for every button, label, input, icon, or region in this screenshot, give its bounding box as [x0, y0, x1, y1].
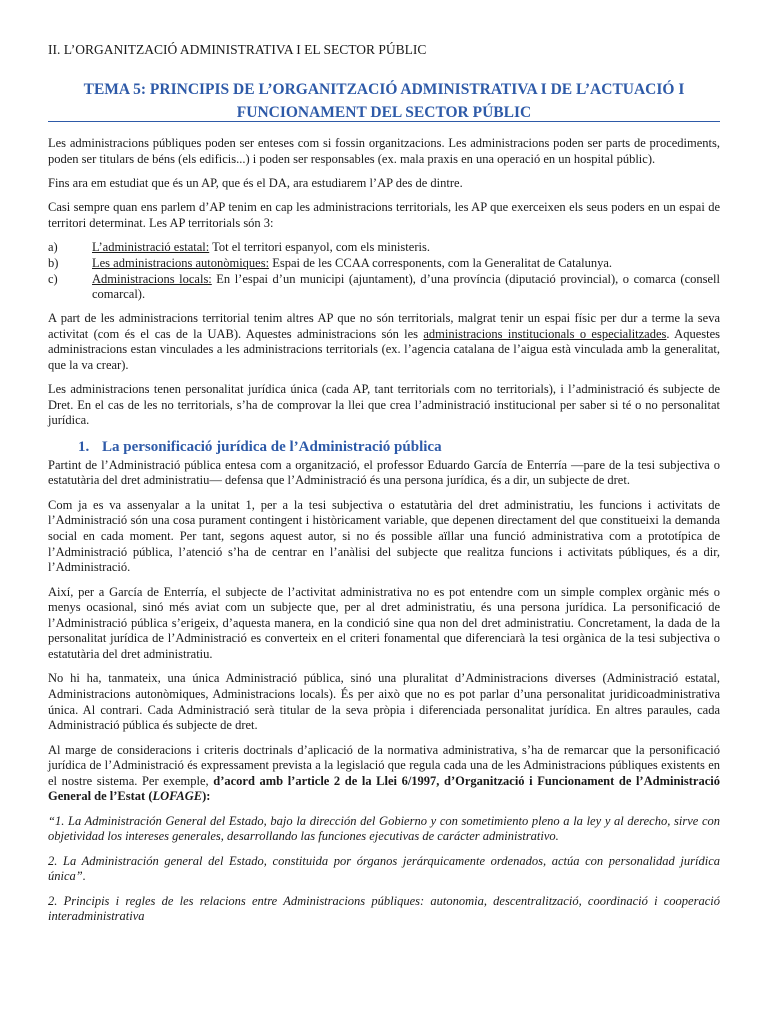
- list-text: En l’espai d’un municipi (ajuntament), d’una província (diputació provincial), o comarca (consell comarcal).: [92, 271, 720, 302]
- list-term: Les administracions autonòmiques:: [92, 255, 270, 270]
- paragraph: Fins ara em estudiat que és un AP, que és el DA, ara estudiarem l’AP des de dintre.: [48, 175, 463, 190]
- title-rule: [48, 121, 720, 122]
- paragraph: Les administracions públiques poden ser enteses com si fossin organitzacions. Les administracions poden ser parts de procediments, poden ser titulars de béns (els edificis...) i poden ser responsables (ex. mala praxis en una operació en un hospital públic).: [48, 136, 720, 166]
- paragraph: Les administracions tenen personalitat jurídica única (cada AP, tant territorials com no territorials), i l’administració és subjecte de Dret. En el cas de les no territorials, s’ha de comprovar la llei que crea l’administració institucional per saber si té o no personalitat jurídica.: [48, 382, 720, 428]
- paragraph: No hi ha, tanmateix, una única Administració pública, sinó una pluralitat d’Administracions diverses (Administració estatal, Administracions autonòmiques, Administracions locals). És per això que no es pot parlar d’una personalitat juridicoadministrativa única. Al contrari. Cada Administració serà titular de la seva pròpia i diferenciada personalitat jurídica. En altres paraules, cada Administració pública és subjecte de dret.: [48, 671, 720, 733]
- underlined-term: administracions institucionals o especialitzades: [423, 326, 667, 341]
- list-text: Espai de les CCAA corresponents, com la Generalitat de Catalunya.: [269, 255, 613, 270]
- list-marker: a): [48, 240, 58, 255]
- territorial-list: [48, 240, 720, 302]
- running-header: II. L’ORGANITZACIÓ ADMINISTRATIVA I EL SECTOR PÚBLIC: [48, 42, 427, 57]
- list-text: Tot el territori espanyol, com els ministeris.: [209, 240, 430, 255]
- bold-citation: d’acord amb l’article 2 de la Llei 6/1997, d’Organització i Funcionament de l’Administració General de l’Estat (LOFAGE):: [48, 773, 720, 804]
- quote: 2. La Administración general del Estado, constituida por órganos jerárquicamente ordenados, actúa con personalidad jurídica única”.: [48, 853, 720, 884]
- title-line-2: FUNCIONAMENT DEL SECTOR PÚBLIC: [236, 104, 532, 121]
- list-marker: c): [48, 271, 58, 286]
- list-marker: b): [48, 255, 59, 270]
- list-item: [48, 256, 720, 272]
- section-title: La personificació jurídica de l’Administració pública: [102, 438, 442, 455]
- document-body: [48, 136, 720, 934]
- list-item: [48, 272, 720, 303]
- paragraph: Casi sempre quan ens parlem d’AP tenim en cap les administracions territorials, les AP que exerceixen els seus poders en un espai de territori determinat. Les AP territorials són 3:: [48, 200, 720, 230]
- quote: 2. Principis i regles de les relacions entre Administracions públiques: autonomia, descentralització, coordinació i cooperació interadministrativa: [48, 893, 720, 924]
- paragraph: A part de les administracions territorial tenim altres AP que no són territorials, malgrat tenir un espai físic per dur a terme la seva activitat (com és el cas de la UAB). Aquestes administracions són les administracions institucionals o especialitzades. Aquestes administracions estan vinculades a les administracions territorials (ex. l’agencia catalana de l’aigua està vinculada amb la generalitat, que la va crear).: [48, 311, 720, 372]
- list-term: L’administració estatal:: [92, 240, 210, 255]
- title-line-1: TEMA 5: PRINCIPIS DE L’ORGANITZACIÓ ADMINISTRATIVA I DE L’ACTUACIÓ I: [83, 81, 685, 98]
- paragraph: Com ja es va assenyalar a la unitat 1, per a la tesi subjectiva o estatutària del dret administratiu, les funcions i activitats de l’Administració són una cosa purament contingent i històricament variable, que depenen directament del que constitueixi la demanda social en cada moment. Per tant, segons aquest autor, si no és possible aïllar una funció administrativa com a prototípica de l’Administració pública, l’atenció s’ha de centrar en l’anàlisi del subjecte que realitza funcions i activitats públiques, és a dir, l’Administració.: [48, 497, 720, 575]
- list-item: [48, 240, 720, 256]
- quote: “1. La Administración General del Estado, bajo la dirección del Gobierno y con sometimiento pleno a la ley y al derecho, sirve con objetividad los intereses generales, desarrollando las funciones ejecutivas de carácter administrativo.: [48, 813, 720, 844]
- paragraph: Partint de l’Administració pública entesa com a organització, el professor Eduardo García de Enterría —pare de la tesi subjectiva o estatutària del dret administratiu— defensa que l’Administració és una persona jurídica, és a dir, un subjecte de dret.: [48, 457, 720, 488]
- list-term: Administracions locals:: [92, 271, 212, 286]
- paragraph: Així, per a García de Enterría, el subjecte de l’activitat administrativa no es pot entendre com un simple complex orgànic més o menys ocasional, sinó més aviat com un subjecte que, per al dret administratiu, és una persona jurídica. La personificació de l’Administració pública s’erigeix, d’aquesta manera, en la condició sine qua non del dret administratiu. Concretament, la dada de la personalitat jurídica de l’Administració es converteix en el criteri fonamental que diferenciarà la tesi orgànica de la tesi subjectiva o estatutària del dret administratiu.: [48, 584, 720, 661]
- paragraph: Al marge de consideracions i criteris doctrinals d’aplicació de la normativa administrativa, s’ha de remarcar que la personificació jurídica de l’Administració és expressament prevista a la legislació que regula cada una de les Administracions públiques existents en el nostre sistema. Per exemple, d’acord amb l’article 2 de la Llei 6/1997, d’Organització i Funcionament de l’Administració General de l’Estat (LOFAGE):: [48, 742, 720, 804]
- section-number: 1.: [78, 438, 90, 455]
- page-title: [48, 78, 720, 124]
- section-heading: [48, 438, 720, 456]
